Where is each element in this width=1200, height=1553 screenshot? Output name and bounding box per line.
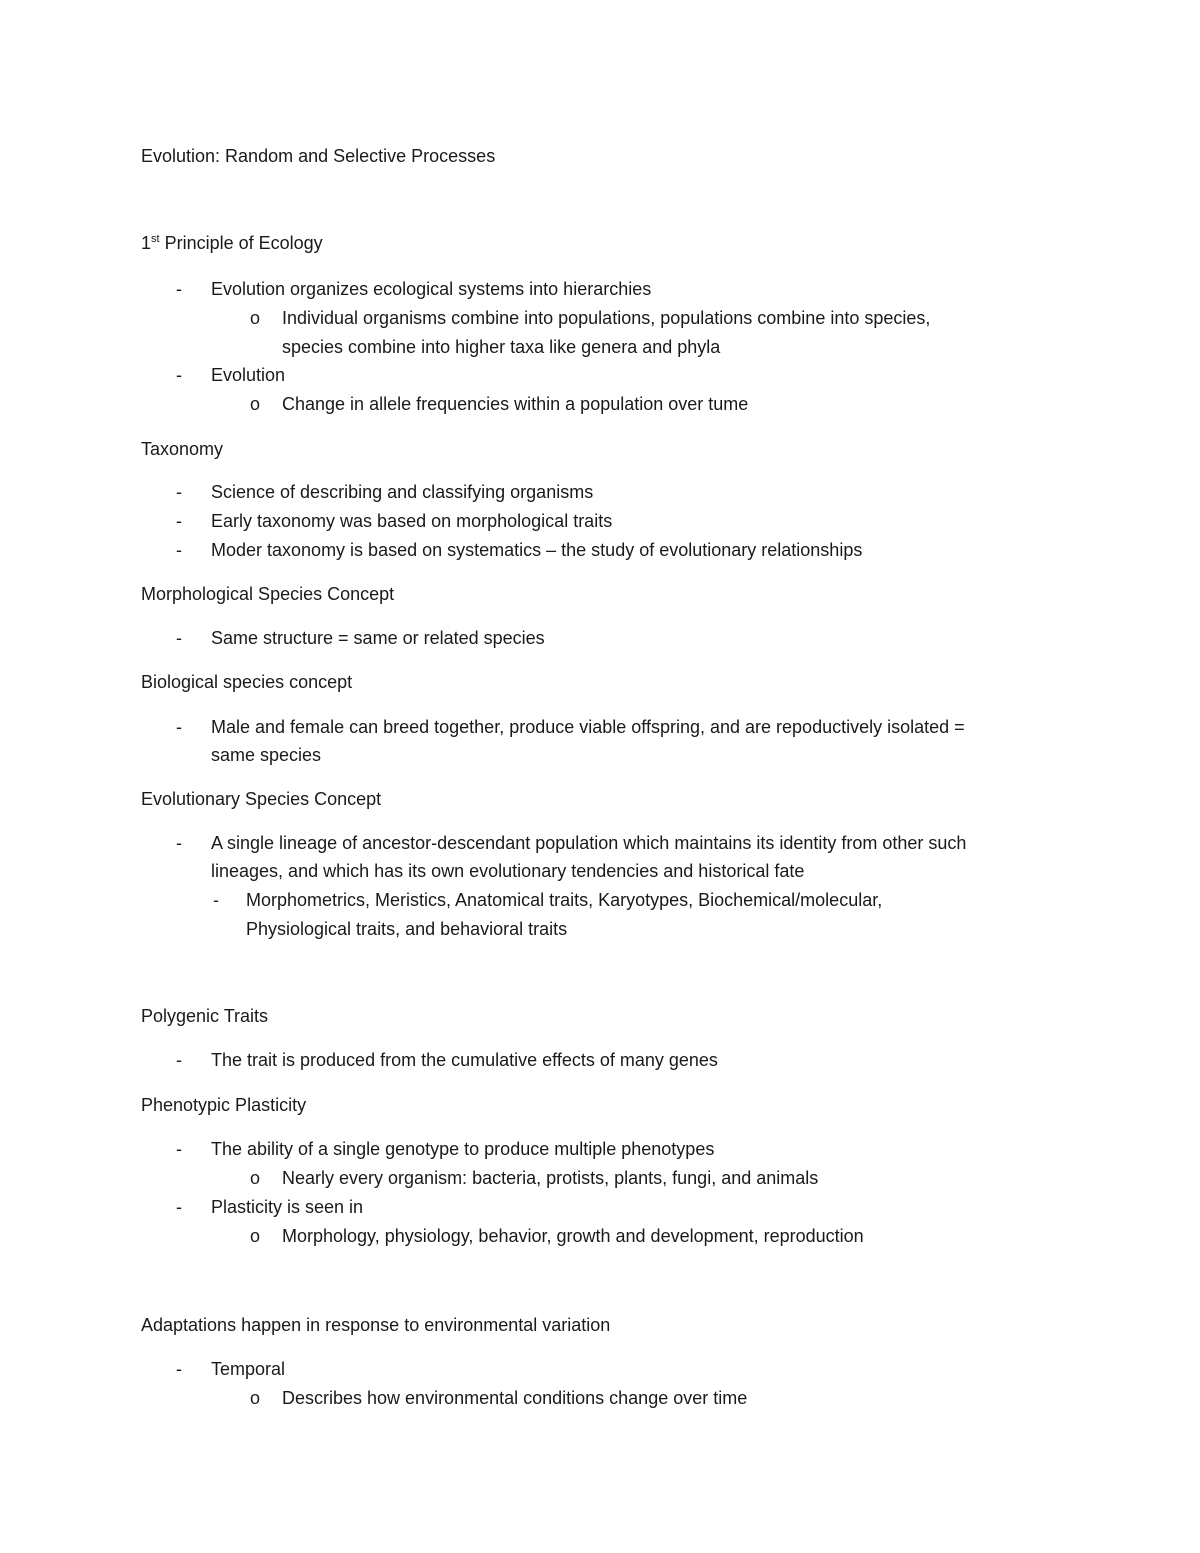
heading-phenotypic-plasticity: Phenotypic Plasticity (141, 1095, 307, 1115)
list-item: Early taxonomy was based on morphological traits (211, 511, 613, 531)
circle-bullet: o (250, 308, 261, 328)
sub-list-item-continued: species combine into higher taxa like genera and phyla (282, 337, 721, 357)
sub-list-item: Describes how environmental conditions change over time (282, 1388, 748, 1408)
dash-bullet: - (176, 540, 182, 560)
sub-list-item: Morphology, physiology, behavior, growth and development, reproduction (282, 1226, 864, 1246)
dash-bullet: - (176, 1359, 182, 1379)
list-item: Same structure = same or related species (211, 628, 545, 648)
sub-list-item: Nearly every organism: bacteria, protists, plants, fungi, and animals (282, 1168, 819, 1188)
list-item: Male and female can breed together, produce viable offspring, and are repoductively isolated = (211, 717, 965, 737)
dash-bullet: - (213, 890, 219, 910)
dash-bullet: - (176, 833, 182, 853)
dash-bullet: - (176, 482, 182, 502)
dash-bullet: - (176, 1197, 182, 1217)
circle-bullet: o (250, 1168, 261, 1188)
list-item: Moder taxonomy is based on systematics – the study of evolutionary relationships (211, 540, 863, 560)
document-title: Evolution: Random and Selective Processes (141, 146, 496, 166)
heading-taxonomy: Taxonomy (141, 439, 224, 459)
heading-biological-species: Biological species concept (141, 672, 353, 692)
list-item: The ability of a single genotype to produce multiple phenotypes (211, 1139, 715, 1159)
heading-number: 1 (141, 233, 152, 253)
heading-evolutionary-species: Evolutionary Species Concept (141, 789, 382, 809)
circle-bullet: o (250, 394, 261, 414)
list-item: Plasticity is seen in (211, 1197, 364, 1217)
heading-adaptations: Adaptations happen in response to environmental variation (141, 1315, 611, 1335)
list-item-continued: same species (211, 745, 322, 765)
dash-bullet: - (176, 1050, 182, 1070)
dash-bullet: - (176, 717, 182, 737)
dash-bullet: - (176, 511, 182, 531)
list-item: Evolution (211, 365, 286, 385)
list-item: Evolution organizes ecological systems into hierarchies (211, 279, 652, 299)
dash-bullet: - (176, 1139, 182, 1159)
dash-bullet: - (176, 365, 182, 385)
heading-first-principle (141, 232, 323, 254)
heading-superscript: st (151, 233, 160, 245)
list-item: A single lineage of ancestor-descendant population which maintains its identity from other such (211, 833, 967, 853)
circle-bullet: o (250, 1226, 261, 1246)
circle-bullet: o (250, 1388, 261, 1408)
heading-text: Principle of Ecology (159, 233, 323, 253)
heading-morphological-species: Morphological Species Concept (141, 584, 395, 604)
list-item: Temporal (211, 1359, 286, 1379)
list-item: Science of describing and classifying organisms (211, 482, 594, 502)
heading-polygenic-traits: Polygenic Traits (141, 1006, 269, 1026)
sub-list-item: Individual organisms combine into populations, populations combine into species, (282, 308, 931, 328)
dash-bullet: - (176, 628, 182, 648)
dash-bullet: - (176, 279, 182, 299)
list-item: The trait is produced from the cumulative effects of many genes (211, 1050, 718, 1070)
sub-list-item-continued: Physiological traits, and behavioral traits (246, 919, 568, 939)
sub-list-item: Morphometrics, Meristics, Anatomical traits, Karyotypes, Biochemical/molecular, (246, 890, 883, 910)
sub-list-item: Change in allele frequencies within a population over tume (282, 394, 749, 414)
list-item-continued: lineages, and which has its own evolutionary tendencies and historical fate (211, 861, 805, 881)
